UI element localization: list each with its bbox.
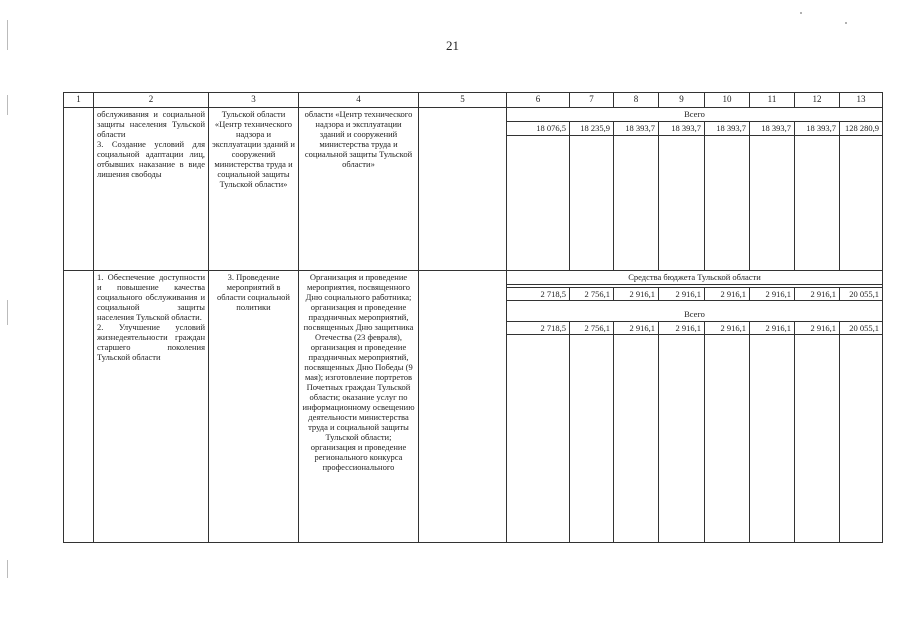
block2-total-label: Всего <box>507 301 883 322</box>
block1-total-label: Всего <box>507 108 883 122</box>
header-cell: 3 <box>209 93 299 108</box>
empty-cell <box>750 335 795 543</box>
block1-label-row <box>64 108 883 122</box>
col1-cell <box>64 108 94 271</box>
value-cell: 18 393,7 <box>705 122 750 135</box>
value-cell: 18 393,7 <box>659 122 705 135</box>
col5-cell <box>419 271 507 543</box>
block1-goals: обслуживания и социальной защиты населения Тульской области 3. Создание условий для социальной адаптации лиц, отбывших наказание в виде лишения свободы <box>94 108 209 271</box>
scan-edge-mark <box>7 20 8 50</box>
value-cell: 2 916,1 <box>705 322 750 335</box>
value-cell: 2 916,1 <box>750 322 795 335</box>
header-cell: 7 <box>570 93 614 108</box>
header-cell: 1 <box>64 93 94 108</box>
value-cell: 2 756,1 <box>570 288 614 301</box>
value-cell: 2 916,1 <box>705 288 750 301</box>
scan-edge-mark <box>7 300 8 325</box>
header-cell: 9 <box>659 93 705 108</box>
header-cell: 5 <box>419 93 507 108</box>
block2-event: 3. Проведение мероприятий в области социальной политики <box>209 271 299 543</box>
scan-speck <box>845 22 847 24</box>
value-cell: 18 393,7 <box>795 122 840 135</box>
empty-cell <box>507 335 570 543</box>
scan-speck <box>800 12 802 14</box>
header-cell: 12 <box>795 93 840 108</box>
block2-goals: 1. Обеспечение доступности и повышение качества социального обслуживания и социальной защиты населения Тульской области. 2. Улучшение условий жизнедеятельности граждан старшего поколения Тульской области <box>94 271 209 543</box>
empty-cell <box>659 135 705 270</box>
value-cell: 2 916,1 <box>659 288 705 301</box>
value-cell: 20 055,1 <box>840 322 883 335</box>
header-row <box>64 93 883 108</box>
value-cell: 2 916,1 <box>614 288 659 301</box>
empty-cell <box>614 135 659 270</box>
value-cell: 18 076,5 <box>507 122 570 135</box>
block2-budget-label: Средства бюджета Тульской области <box>507 271 883 285</box>
empty-cell <box>750 135 795 270</box>
budget-table <box>63 92 883 543</box>
block2-activity: Организация и проведение мероприятия, посвященного Дню социального работника; организация и проведение праздничных мероприятий, посвященных Дню защитника Отечества (23 февраля), организация и проведение праздничных мероприятий, посвященных Дню Победы (9 мая); изготовление портретов Почетных граждан Тульской области; оказание услуг по информационному освещению деятельности министерства труда и социальной защиты Тульской области; организация и проведение регионального конкурса профессионального <box>299 271 419 543</box>
empty-cell <box>840 335 883 543</box>
value-cell: 20 055,1 <box>840 288 883 301</box>
value-cell: 2 718,5 <box>507 322 570 335</box>
value-cell: 2 916,1 <box>659 322 705 335</box>
scan-edge-mark <box>7 560 8 578</box>
block1-executor: Тульской области «Центр технического надзора и эксплуатации зданий и сооружений министерства труда и социальной защиты Тульской области» <box>209 108 299 271</box>
value-cell: 128 280,9 <box>840 122 883 135</box>
empty-cell <box>614 335 659 543</box>
header-cell: 10 <box>705 93 750 108</box>
header-cell: 2 <box>94 93 209 108</box>
header-cell: 4 <box>299 93 419 108</box>
empty-cell <box>507 135 570 270</box>
empty-cell <box>840 135 883 270</box>
col5-cell <box>419 108 507 271</box>
empty-cell <box>795 335 840 543</box>
value-cell: 2 718,5 <box>507 288 570 301</box>
block1-activity: области «Центр технического надзора и эксплуатации зданий и сооружений министерства труда и социальной защиты Тульской области» <box>299 108 419 271</box>
value-cell: 2 756,1 <box>570 322 614 335</box>
empty-cell <box>570 335 614 543</box>
block2-budget-label-row <box>64 271 883 285</box>
value-cell: 2 916,1 <box>795 288 840 301</box>
header-cell: 6 <box>507 93 570 108</box>
header-cell: 13 <box>840 93 883 108</box>
value-cell: 2 916,1 <box>750 288 795 301</box>
scan-edge-mark <box>7 95 8 115</box>
header-cell: 8 <box>614 93 659 108</box>
empty-cell <box>570 135 614 270</box>
value-cell: 18 393,7 <box>750 122 795 135</box>
col1-cell <box>64 271 94 543</box>
empty-cell <box>705 135 750 270</box>
page-number: 21 <box>446 38 459 53</box>
empty-cell <box>795 135 840 270</box>
value-cell: 18 235,9 <box>570 122 614 135</box>
value-cell: 2 916,1 <box>614 322 659 335</box>
empty-cell <box>705 335 750 543</box>
value-cell: 2 916,1 <box>795 322 840 335</box>
empty-cell <box>659 335 705 543</box>
header-cell: 11 <box>750 93 795 108</box>
value-cell: 18 393,7 <box>614 122 659 135</box>
